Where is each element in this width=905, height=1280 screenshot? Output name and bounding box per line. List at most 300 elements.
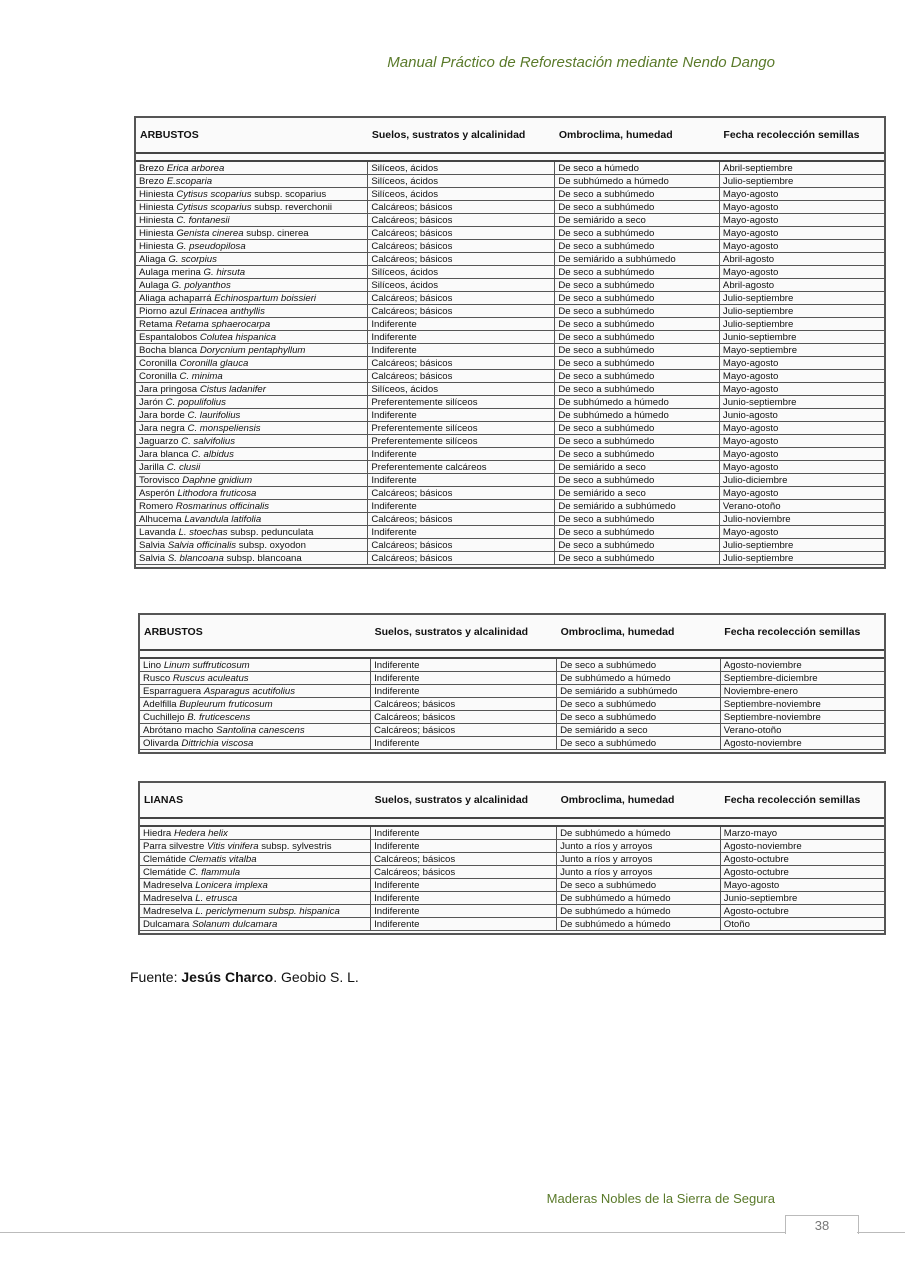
scientific-name: Solanum dulcamara — [192, 918, 278, 930]
subspecies: subsp. cinerea — [243, 227, 309, 239]
species-name-cell — [140, 658, 371, 672]
scientific-name: G. polyanthos — [171, 279, 231, 291]
species-name-cell — [136, 227, 368, 240]
subspecies: subsp. scoparius — [251, 188, 327, 200]
climate-cell: De seco a subhúmedo — [555, 292, 720, 305]
soil-cell: Calcáreos; básicos — [371, 724, 557, 737]
common-name: Aulaga merina — [139, 266, 201, 278]
header-divider — [140, 818, 884, 826]
scientific-name: Retama sphaerocarpa — [175, 318, 271, 330]
subspecies: subsp. oxyodon — [236, 539, 306, 551]
species-name-cell — [136, 461, 368, 474]
common-name: Madreselva — [143, 879, 193, 891]
scientific-name: Bupleurum fruticosum — [179, 698, 273, 710]
species-name-cell — [140, 918, 371, 931]
table-row — [136, 305, 884, 318]
table-row — [136, 552, 884, 565]
table-row — [140, 658, 884, 672]
date-cell: Junio-agosto — [719, 409, 884, 422]
table-row — [140, 853, 884, 866]
climate-cell: De seco a subhúmedo — [557, 737, 721, 750]
common-name: Clemátide — [143, 866, 187, 878]
scientific-name: Salvia officinalis — [167, 539, 237, 551]
date-cell: Agosto-octubre — [720, 853, 884, 866]
common-name: Jara pringosa — [139, 383, 198, 395]
scientific-name: L. stoechas — [178, 526, 228, 538]
common-name: Hiniesta — [139, 188, 174, 200]
soil-cell: Calcáreos; básicos — [368, 227, 555, 240]
climate-cell: De seco a subhúmedo — [555, 383, 720, 396]
species-name-cell — [136, 161, 368, 175]
soil-cell: Indiferente — [368, 344, 555, 357]
soil-cell: Indiferente — [371, 658, 557, 672]
species-name-cell — [136, 500, 368, 513]
climate-cell: De seco a subhúmedo — [555, 240, 720, 253]
date-cell: Julio-septiembre — [719, 552, 884, 565]
species-name-cell — [136, 370, 368, 383]
species-name-cell — [136, 487, 368, 500]
climate-cell: De seco a subhúmedo — [555, 331, 720, 344]
soil-cell: Calcáreos; básicos — [371, 711, 557, 724]
table-arbustos-2 — [138, 613, 886, 754]
table-row — [140, 737, 884, 750]
soil-cell: Silíceos, ácidos — [368, 279, 555, 292]
table-row — [136, 435, 884, 448]
scientific-name: Cytisus scoparius — [176, 201, 252, 213]
common-name: Parra silvestre — [143, 840, 205, 852]
footer-rule-right — [857, 1232, 905, 1233]
table-row — [140, 698, 884, 711]
species-name-cell — [136, 422, 368, 435]
scientific-name: L. etrusca — [195, 892, 238, 904]
common-name: Jarilla — [139, 461, 165, 473]
species-name-cell — [140, 866, 371, 879]
table-row — [136, 487, 884, 500]
table-row — [140, 685, 884, 698]
scientific-name: B. fruticescens — [187, 711, 251, 723]
date-cell: Abril-agosto — [719, 253, 884, 266]
climate-cell: Junto a ríos y arroyos — [557, 840, 721, 853]
column-header-category: ARBUSTOS — [140, 129, 199, 141]
soil-cell: Indiferente — [368, 474, 555, 487]
table-row — [140, 826, 884, 840]
date-cell: Septiembre-diciembre — [720, 672, 884, 685]
climate-cell: De semiárido a seco — [555, 461, 720, 474]
table-row — [136, 461, 884, 474]
climate-cell: De subhúmedo a húmedo — [555, 409, 720, 422]
climate-cell: De seco a subhúmedo — [555, 474, 720, 487]
source-suffix: . Geobio S. L. — [273, 969, 359, 985]
climate-cell: De subhúmedo a húmedo — [557, 892, 721, 905]
common-name: Aliaga achaparrá — [139, 292, 212, 304]
common-name: Asperón — [139, 487, 175, 499]
scientific-name: Clematis vitalba — [188, 853, 257, 865]
common-name: Clemátide — [143, 853, 187, 865]
source-author: Jesús Charco — [181, 969, 274, 985]
column-header-soil: Suelos, sustratos y alcalinidad — [374, 626, 529, 638]
soil-cell: Calcáreos; básicos — [368, 513, 555, 526]
table-row — [140, 866, 884, 879]
date-cell: Mayo-agosto — [719, 383, 884, 396]
date-cell: Julio-septiembre — [719, 539, 884, 552]
species-table — [140, 615, 884, 752]
scientific-name: Erica arborea — [166, 162, 225, 174]
date-cell: Mayo-agosto — [719, 266, 884, 279]
common-name: Espantalobos — [139, 331, 198, 343]
column-header-date: Fecha recolección semillas — [723, 129, 860, 141]
scientific-name: C. populifolius — [165, 396, 226, 408]
table-row — [136, 161, 884, 175]
soil-cell: Calcáreos; básicos — [368, 552, 555, 565]
common-name: Lavanda — [139, 526, 176, 538]
climate-cell: Junto a ríos y arroyos — [557, 853, 721, 866]
column-header-soil: Suelos, sustratos y alcalinidad — [374, 794, 529, 806]
soil-cell: Calcáreos; básicos — [368, 305, 555, 318]
soil-cell: Silíceos, ácidos — [368, 188, 555, 201]
species-name-cell — [136, 331, 368, 344]
date-cell: Agosto-octubre — [720, 866, 884, 879]
date-cell: Abril-septiembre — [719, 161, 884, 175]
date-cell: Mayo-agosto — [719, 201, 884, 214]
species-name-cell — [140, 698, 371, 711]
scientific-name: Lithodora fruticosa — [177, 487, 257, 499]
soil-cell: Indiferente — [371, 918, 557, 931]
soil-cell: Indiferente — [371, 737, 557, 750]
soil-cell: Preferentemente silíceos — [368, 435, 555, 448]
scientific-name: C. albidus — [191, 448, 234, 460]
species-name-cell — [136, 318, 368, 331]
soil-cell: Calcáreos; básicos — [368, 253, 555, 266]
common-name: Abrótano macho — [143, 724, 214, 736]
common-name: Jara negra — [139, 422, 185, 434]
date-cell: Mayo-agosto — [719, 227, 884, 240]
table-row — [136, 474, 884, 487]
species-name-cell — [136, 539, 368, 552]
climate-cell: De seco a subhúmedo — [555, 201, 720, 214]
date-cell: Mayo-agosto — [719, 461, 884, 474]
scientific-name: Linum suffruticosum — [163, 659, 250, 671]
soil-cell: Silíceos, ácidos — [368, 161, 555, 175]
climate-cell: De seco a subhúmedo — [555, 188, 720, 201]
common-name: Jarón — [139, 396, 163, 408]
common-name: Coronilla — [139, 370, 177, 382]
document-header: Manual Práctico de Reforestación mediante Nendo Dango — [387, 54, 775, 71]
climate-cell: De semiárido a seco — [555, 487, 720, 500]
scientific-name: Ruscus aculeatus — [172, 672, 249, 684]
date-cell: Agosto-noviembre — [720, 737, 884, 750]
soil-cell: Indiferente — [371, 672, 557, 685]
species-name-cell — [136, 292, 368, 305]
table-row — [136, 422, 884, 435]
climate-cell: De subhúmedo a húmedo — [557, 826, 721, 840]
date-cell: Junio-septiembre — [719, 331, 884, 344]
scientific-name: Daphne gnidium — [182, 474, 253, 486]
soil-cell: Silíceos, ácidos — [368, 383, 555, 396]
climate-cell: De seco a subhúmedo — [555, 266, 720, 279]
scientific-name: Coronilla glauca — [179, 357, 249, 369]
column-header-category: ARBUSTOS — [144, 626, 203, 638]
date-cell: Agosto-octubre — [720, 905, 884, 918]
species-name-cell — [136, 201, 368, 214]
soil-cell: Calcáreos; básicos — [368, 357, 555, 370]
species-name-cell — [136, 396, 368, 409]
soil-cell: Indiferente — [368, 331, 555, 344]
species-name-cell — [140, 879, 371, 892]
date-cell: Verano-otoño — [719, 500, 884, 513]
scientific-name: E.scoparia — [166, 175, 213, 187]
table-row — [136, 279, 884, 292]
table-header-row — [140, 615, 884, 650]
climate-cell: De subhúmedo a húmedo — [557, 918, 721, 931]
table-row — [140, 711, 884, 724]
scientific-name: C. flammula — [188, 866, 241, 878]
species-name-cell — [140, 672, 371, 685]
soil-cell: Indiferente — [368, 409, 555, 422]
scientific-name: Santolina canescens — [216, 724, 305, 736]
soil-cell: Indiferente — [371, 879, 557, 892]
soil-cell: Calcáreos; básicos — [368, 240, 555, 253]
climate-cell: De semiárido a seco — [557, 724, 721, 737]
common-name: Hiniesta — [139, 227, 174, 239]
scientific-name: Lavandula latifolia — [184, 513, 262, 525]
soil-cell: Indiferente — [368, 526, 555, 539]
climate-cell: De seco a subhúmedo — [555, 513, 720, 526]
scientific-name: C. clusii — [166, 461, 201, 473]
species-name-cell — [140, 737, 371, 750]
climate-cell: De seco a húmedo — [555, 161, 720, 175]
species-table — [136, 118, 884, 567]
footer-title: Maderas Nobles de la Sierra de Segura — [546, 1191, 775, 1206]
scientific-name: C. minima — [179, 370, 223, 382]
table-row — [136, 318, 884, 331]
species-name-cell — [136, 253, 368, 266]
species-name-cell — [140, 905, 371, 918]
table-row — [136, 175, 884, 188]
subspecies: subsp. pedunculata — [227, 526, 314, 538]
scientific-name: C. laurifolius — [187, 409, 241, 421]
species-name-cell — [136, 448, 368, 461]
species-name-cell — [136, 214, 368, 227]
date-cell: Mayo-agosto — [719, 448, 884, 461]
climate-cell: De seco a subhúmedo — [555, 435, 720, 448]
species-name-cell — [136, 344, 368, 357]
column-header-climate: Ombroclima, humedad — [560, 794, 675, 806]
common-name: Jara blanca — [139, 448, 189, 460]
climate-cell: De seco a subhúmedo — [555, 344, 720, 357]
table-row — [140, 879, 884, 892]
subspecies: subsp. blancoana — [223, 552, 302, 564]
common-name: Brezo — [139, 162, 165, 174]
climate-cell: De seco a subhúmedo — [555, 552, 720, 565]
common-name: Bocha blanca — [139, 344, 198, 356]
soil-cell: Preferentemente silíceos — [368, 422, 555, 435]
date-cell: Mayo-agosto — [719, 526, 884, 539]
date-cell: Abril-agosto — [719, 279, 884, 292]
climate-cell: De semiárido a subhúmedo — [555, 253, 720, 266]
soil-cell: Indiferente — [371, 905, 557, 918]
table-row — [136, 409, 884, 422]
common-name: Alhucema — [139, 513, 182, 525]
common-name: Hiedra — [143, 827, 172, 839]
table-row — [136, 331, 884, 344]
soil-cell: Calcáreos; básicos — [368, 292, 555, 305]
climate-cell: De subhúmedo a húmedo — [555, 175, 720, 188]
scientific-name: G. pseudopilosa — [176, 240, 246, 252]
common-name: Olivarda — [143, 737, 179, 749]
table-row — [136, 253, 884, 266]
species-name-cell — [140, 724, 371, 737]
scientific-name: Asparagus acutifolius — [203, 685, 296, 697]
date-cell: Mayo-agosto — [719, 214, 884, 227]
common-name: Adelfilla — [143, 698, 177, 710]
column-header-date: Fecha recolección semillas — [724, 626, 861, 638]
common-name: Brezo — [139, 175, 165, 187]
species-name-cell — [136, 279, 368, 292]
common-name: Dulcamara — [143, 918, 190, 930]
common-name: Salvia — [139, 539, 166, 551]
species-name-cell — [136, 409, 368, 422]
date-cell: Mayo-agosto — [719, 422, 884, 435]
date-cell: Julio-diciembre — [719, 474, 884, 487]
species-name-cell — [136, 357, 368, 370]
date-cell: Otoño — [720, 918, 884, 931]
soil-cell: Silíceos, ácidos — [368, 266, 555, 279]
table-row — [140, 724, 884, 737]
species-name-cell — [136, 305, 368, 318]
date-cell: Agosto-noviembre — [720, 658, 884, 672]
climate-cell: De seco a subhúmedo — [555, 526, 720, 539]
scientific-name: Genista cinerea — [176, 227, 244, 239]
common-name: Coronilla — [139, 357, 177, 369]
subspecies: subsp. sylvestris — [258, 840, 332, 852]
species-name-cell — [140, 711, 371, 724]
table-row — [136, 500, 884, 513]
table-bottom — [140, 931, 884, 934]
soil-cell: Calcáreos; básicos — [371, 698, 557, 711]
scientific-name: C. fontanesii — [176, 214, 230, 226]
scientific-name: Cytisus scoparius — [176, 188, 252, 200]
scientific-name: Dorycnium pentaphyllum — [199, 344, 306, 356]
table-row — [136, 383, 884, 396]
table-row — [140, 905, 884, 918]
source-prefix: Fuente: — [130, 969, 182, 985]
climate-cell: Junto a ríos y arroyos — [557, 866, 721, 879]
soil-cell: Calcáreos; básicos — [371, 866, 557, 879]
scientific-name: Lonicera implexa — [195, 879, 268, 891]
table-header-row — [140, 783, 884, 818]
soil-cell: Indiferente — [371, 840, 557, 853]
table-row — [140, 892, 884, 905]
table-row — [136, 539, 884, 552]
date-cell: Septiembre-noviembre — [720, 711, 884, 724]
date-cell: Mayo-agosto — [719, 487, 884, 500]
soil-cell: Calcáreos; básicos — [368, 201, 555, 214]
common-name: Piorno azul — [139, 305, 187, 317]
climate-cell: De seco a subhúmedo — [555, 448, 720, 461]
date-cell: Junio-septiembre — [720, 892, 884, 905]
scientific-name: Erinacea anthyllis — [189, 305, 265, 317]
soil-cell: Calcáreos; básicos — [368, 370, 555, 383]
climate-cell: De seco a subhúmedo — [555, 318, 720, 331]
climate-cell: De seco a subhúmedo — [555, 422, 720, 435]
date-cell: Julio-noviembre — [719, 513, 884, 526]
scientific-name: G. scorpius — [168, 253, 217, 265]
date-cell: Mayo-agosto — [719, 370, 884, 383]
common-name: Lino — [143, 659, 162, 671]
table-row — [140, 672, 884, 685]
table-arbustos-1 — [134, 116, 886, 569]
header-divider — [140, 650, 884, 658]
common-name: Hiniesta — [139, 201, 174, 213]
date-cell: Septiembre-noviembre — [720, 698, 884, 711]
soil-cell: Calcáreos; básicos — [368, 214, 555, 227]
common-name: Aulaga — [139, 279, 169, 291]
species-name-cell — [136, 474, 368, 487]
date-cell: Mayo-agosto — [719, 240, 884, 253]
table-row — [136, 214, 884, 227]
common-name: Rusco — [143, 672, 171, 684]
species-name-cell — [140, 840, 371, 853]
climate-cell: De subhúmedo a húmedo — [557, 672, 721, 685]
common-name: Cuchillejo — [143, 711, 185, 723]
species-name-cell — [136, 175, 368, 188]
species-name-cell — [140, 892, 371, 905]
species-table — [140, 783, 884, 933]
scientific-name: Cistus ladanifer — [199, 383, 266, 395]
scientific-name: Hedera helix — [173, 827, 228, 839]
species-name-cell — [136, 188, 368, 201]
common-name: Jaguarzo — [139, 435, 179, 447]
climate-cell: De seco a subhúmedo — [555, 227, 720, 240]
climate-cell: De semiárido a subhúmedo — [555, 500, 720, 513]
scientific-name: C. salvifolius — [181, 435, 235, 447]
climate-cell: De seco a subhúmedo — [555, 539, 720, 552]
species-name-cell — [140, 853, 371, 866]
date-cell: Julio-septiembre — [719, 292, 884, 305]
table-row — [136, 344, 884, 357]
climate-cell: De subhúmedo a húmedo — [557, 905, 721, 918]
common-name: Salvia — [139, 552, 166, 564]
soil-cell: Preferentemente calcáreos — [368, 461, 555, 474]
common-name: Aliaga — [139, 253, 166, 265]
table-row — [140, 840, 884, 853]
header-divider — [136, 153, 884, 161]
soil-cell: Indiferente — [371, 826, 557, 840]
table-row — [136, 357, 884, 370]
scientific-name: Echinospartum boissieri — [214, 292, 317, 304]
scientific-name: Rosmarinus officinalis — [175, 500, 270, 512]
soil-cell: Calcáreos; básicos — [371, 853, 557, 866]
climate-cell: De semiárido a seco — [555, 214, 720, 227]
common-name: Retama — [139, 318, 173, 330]
species-name-cell — [136, 552, 368, 565]
table-row — [136, 266, 884, 279]
scientific-name: G. hirsuta — [203, 266, 246, 278]
date-cell: Mayo-agosto — [720, 879, 884, 892]
table-row — [136, 513, 884, 526]
species-name-cell — [136, 240, 368, 253]
table-row — [136, 227, 884, 240]
column-header-climate: Ombroclima, humedad — [560, 626, 675, 638]
date-cell: Agosto-noviembre — [720, 840, 884, 853]
species-name-cell — [136, 266, 368, 279]
source-citation — [130, 969, 359, 985]
date-cell: Mayo-septiembre — [719, 344, 884, 357]
common-name: Hiniesta — [139, 240, 174, 252]
climate-cell: De semiárido a subhúmedo — [557, 685, 721, 698]
species-name-cell — [140, 826, 371, 840]
soil-cell: Calcáreos; básicos — [368, 539, 555, 552]
